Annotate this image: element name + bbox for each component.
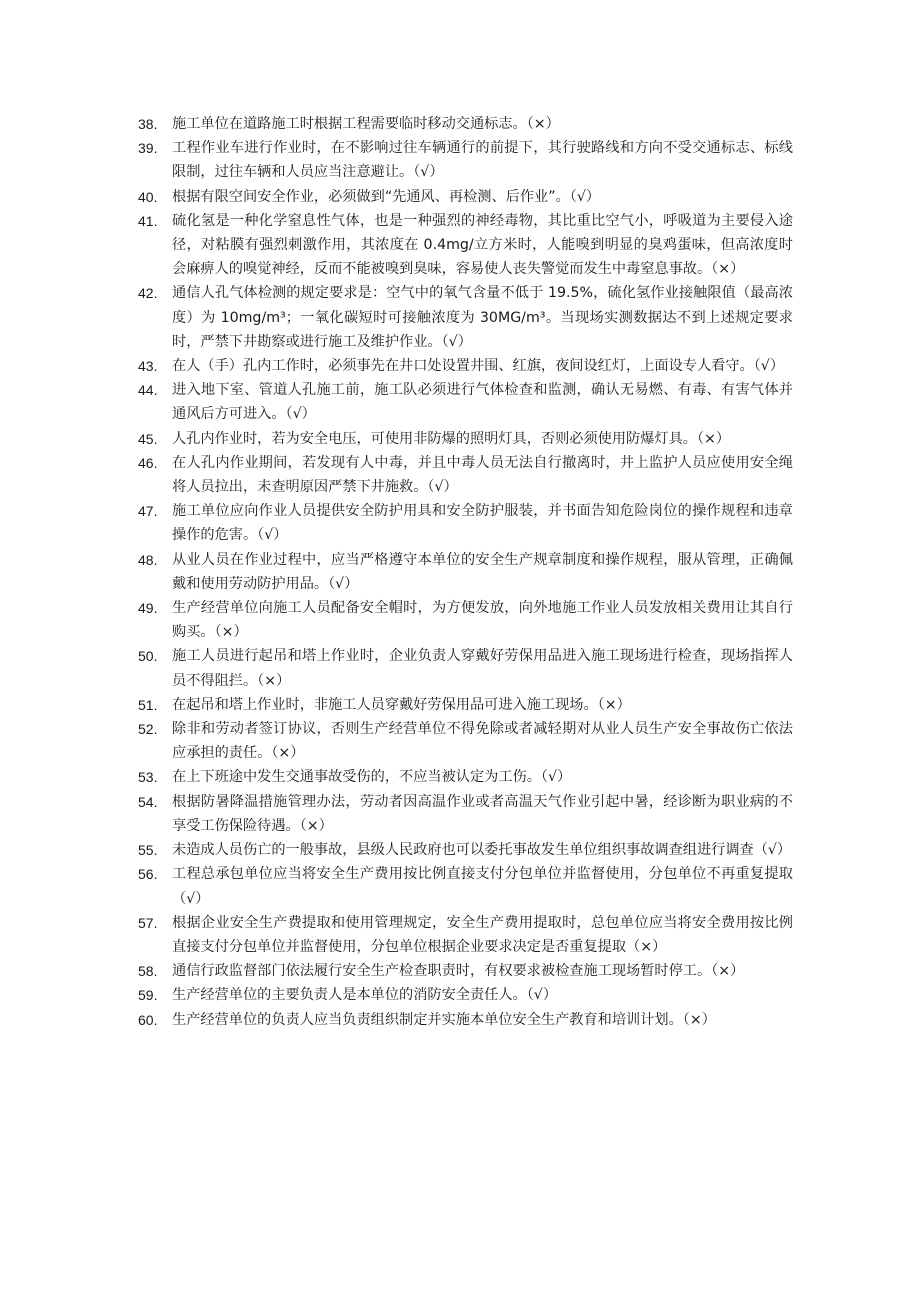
item-text: 人孔内作业时，若为安全电压，可使用非防爆的照明灯具，否则必须使用防爆灯具。（×） xyxy=(172,430,731,447)
item-number: 45. xyxy=(138,430,158,447)
item-text: 通信人孔气体检测的规定要求是：空气中的氧气含量不低于 19.5%，硫化氢作业接触限值（最高浓度）为 10mg/m³；一氧化碳短时可接触浓度为 30MG/m³。当现场实测数据达不到上述规定要求时，严禁下井勘察或进行施工及维护作业。（√） xyxy=(172,285,793,350)
list-item xyxy=(138,765,793,789)
item-number: 59. xyxy=(138,987,158,1004)
item-number: 56. xyxy=(138,866,158,883)
item-number: 60. xyxy=(138,1011,158,1028)
list-item xyxy=(138,862,793,910)
list-item xyxy=(138,209,793,282)
list-item xyxy=(138,596,793,644)
item-number: 38. xyxy=(138,116,158,132)
list-item xyxy=(138,281,793,354)
item-text: 施工单位应向作业人员提供安全防护用具和安全防护服装，并书面告知危险岗位的操作规程和违章操作的危害。（√） xyxy=(172,503,793,544)
item-number: 41. xyxy=(138,212,158,229)
item-text: 根据防暑降温措施管理办法，劳动者因高温作业或者高温天气作业引起中暑，经诊断为职业病的不享受工伤保险待遇。（×） xyxy=(172,793,793,834)
list-item xyxy=(138,693,793,717)
list-item xyxy=(138,959,793,983)
list-item xyxy=(138,1008,793,1032)
list-item xyxy=(138,185,793,209)
item-text: 除非和劳动者签订协议，否则生产经营单位不得免除或者减轻期对从业人员生产安全事故伤亡依法应承担的责任。（×） xyxy=(172,721,793,762)
item-number: 57. xyxy=(138,914,158,931)
list-item xyxy=(138,644,793,692)
item-text: 从业人员在作业过程中，应当严格遵守本单位的安全生产规章制度和操作规程，服从管理，正确佩戴和使用劳动防护用品。（√） xyxy=(172,551,793,592)
list-item xyxy=(138,112,793,136)
item-number: 39. xyxy=(138,140,158,157)
item-text: 硫化氢是一种化学窒息性气体，也是一种强烈的神经毒物，其比重比空气小，呼吸道为主要侵入途径，对粘膜有强烈刺激作用，其浓度在 0.4mg/立方米时，人能嗅到明显的臭鸡蛋味，但高浓度时会麻痹人的嗅觉神经，反而不能被嗅到臭味，容易使人丧失警觉而发生中毒窒息事故。（×） xyxy=(172,212,793,278)
question-list xyxy=(138,112,793,1032)
item-number: 53. xyxy=(138,769,158,786)
item-number: 51. xyxy=(138,696,158,713)
item-number: 58. xyxy=(138,963,158,980)
list-item xyxy=(138,354,793,378)
list-item xyxy=(138,790,793,838)
list-item xyxy=(138,378,793,426)
item-text: 根据企业安全生产费提取和使用管理规定，安全生产费用提取时，总包单位应当将安全费用按比例直接支付分包单位并监督使用，分包单位根据企业要求决定是否重复提取（×） xyxy=(172,914,793,955)
item-text: 根据有限空间安全作业，必须做到“先通风、再检测、后作业”。（√） xyxy=(172,188,601,205)
item-text: 在人（手）孔内工作时，必须事先在井口处设置井围、红旗，夜间设红灯，上面设专人看守。（√） xyxy=(172,358,785,375)
item-text: 工程作业车进行作业时，在不影响过往车辆通行的前提下，其行驶路线和方向不受交通标志、标线限制，过往车辆和人员应当注意避让。（√） xyxy=(172,140,793,181)
list-item xyxy=(138,136,793,184)
item-number: 47. xyxy=(138,503,158,520)
list-item xyxy=(138,983,793,1007)
item-text: 施工人员进行起吊和塔上作业时，企业负责人穿戴好劳保用品进入施工现场进行检查，现场指挥人员不得阻拦。（×） xyxy=(172,648,793,689)
item-number: 52. xyxy=(138,721,158,738)
item-text: 生产经营单位向施工人员配备安全帽时，为方便发放，向外地施工作业人员发放相关费用让其自行购买。（×） xyxy=(172,600,793,641)
item-number: 44. xyxy=(138,382,158,399)
item-number: 48. xyxy=(138,551,158,568)
list-item xyxy=(138,717,793,765)
item-number: 55. xyxy=(138,842,158,859)
item-text: 通信行政监督部门依法履行安全生产检查职责时，有权要求被检查施工现场暂时停工。（×） xyxy=(172,963,745,980)
item-text: 在上下班途中发生交通事故受伤的，不应当被认定为工伤。（√） xyxy=(172,769,572,786)
list-item xyxy=(138,427,793,451)
item-text: 生产经营单位的负责人应当负责组织制定并实施本单位安全生产教育和培训计划。（×） xyxy=(172,1011,716,1028)
item-number: 40. xyxy=(138,188,158,205)
item-number: 50. xyxy=(138,648,158,665)
list-item xyxy=(138,911,793,959)
item-text: 在起吊和塔上作业时，非施工人员穿戴好劳保用品可进入施工现场。（×） xyxy=(172,696,631,713)
list-item xyxy=(138,838,793,862)
item-number: 43. xyxy=(138,358,158,375)
item-number: 46. xyxy=(138,454,158,471)
item-text: 在人孔内作业期间，若发现有人中毒，并且中毒人员无法自行撤离时，井上监护人员应使用安全绳将人员拉出，未查明原因严禁下井施救。（√） xyxy=(172,454,793,496)
list-item xyxy=(138,451,793,499)
item-number: 54. xyxy=(138,793,158,810)
item-text: 生产经营单位的主要负责人是本单位的消防安全责任人。（√） xyxy=(172,987,558,1004)
item-text: 施工单位在道路施工时根据工程需要临时移动交通标志。（×） xyxy=(172,116,560,132)
item-text: 工程总承包单位应当将安全生产费用按比例直接支付分包单位并监督使用，分包单位不再重复提取（√） xyxy=(172,866,793,907)
item-text: 进入地下室、管道人孔施工前，施工队必须进行气体检查和监测，确认无易燃、有毒、有害气体并通风后方可进入。（√） xyxy=(172,382,793,423)
list-item xyxy=(138,548,793,596)
item-number: 42. xyxy=(138,285,158,302)
list-item xyxy=(138,499,793,547)
item-text: 未造成人员伤亡的一般事故，县级人民政府也可以委托事故发生单位组织事故调查组进行调查（√） xyxy=(172,842,792,859)
item-number: 49. xyxy=(138,600,158,617)
